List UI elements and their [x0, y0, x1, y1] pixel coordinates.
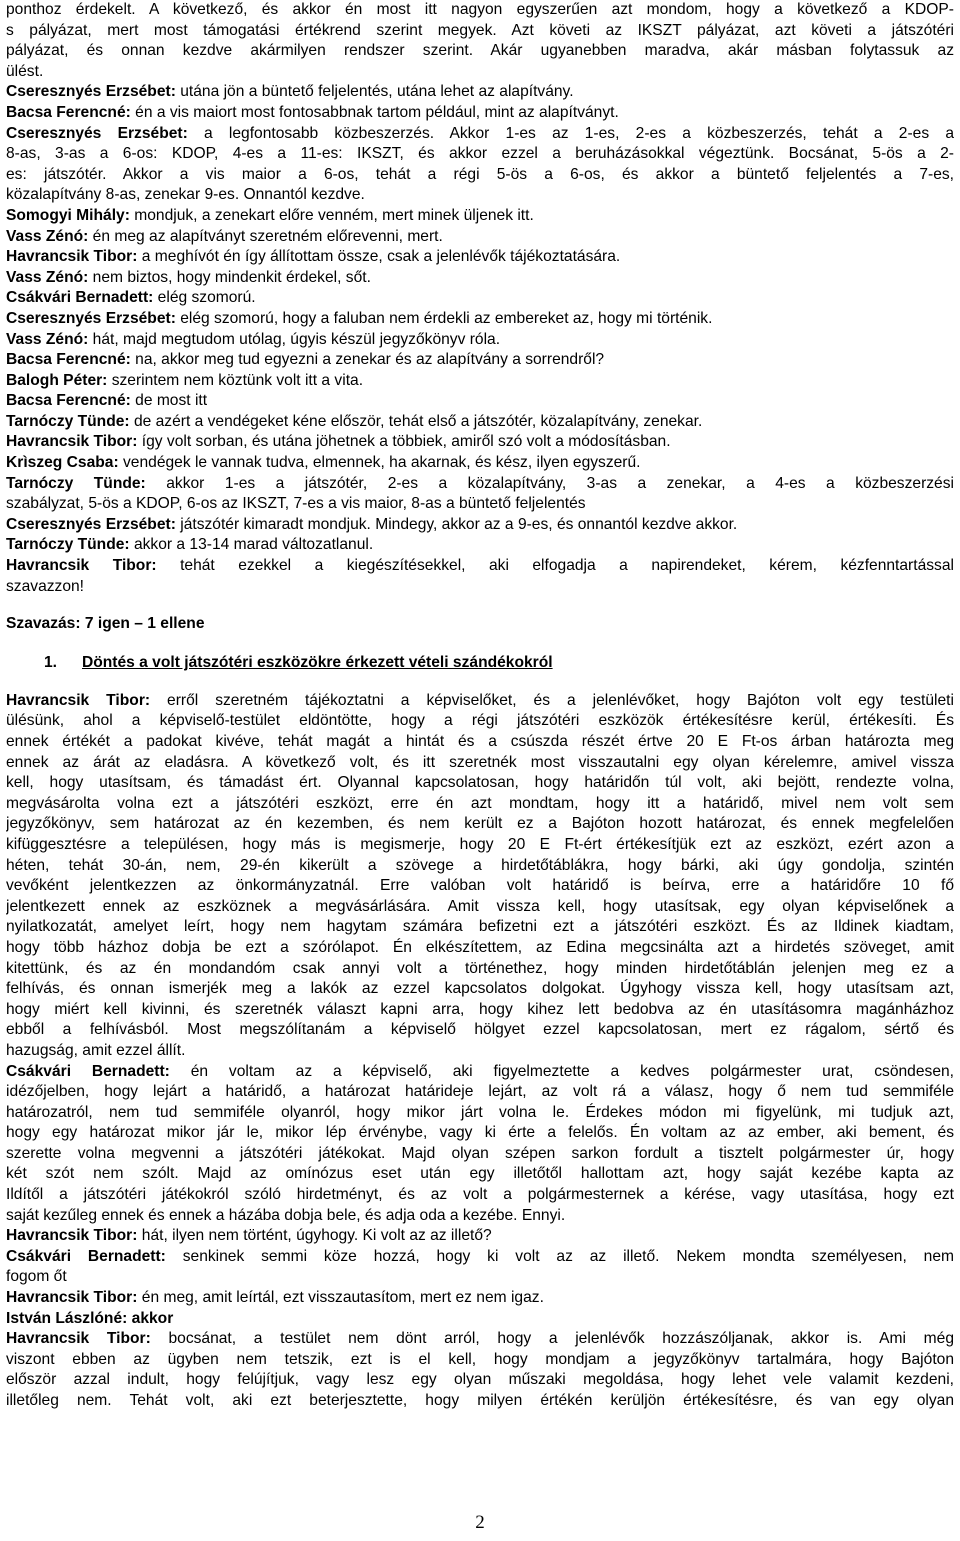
- agenda-item-number: 1.: [44, 653, 58, 671]
- line-text: nem biztos, hogy mindenkit érdekel, sőt.: [88, 268, 371, 286]
- speaker-name: Tarnóczy Tünde:: [6, 474, 146, 492]
- spacer: [6, 597, 954, 614]
- line-text: két szót nem szólt. Majd az omínózus eset után egy illetőtől hallottam azt, hogy saját kezébe kapta az: [6, 1165, 954, 1183]
- text-line: [6, 1247, 954, 1268]
- line-text: hogy miért kell kivinni, és szeretnék választ kapni arra, hogy kihez lett bedobva az én utasításomra magánházhoz: [6, 1000, 954, 1018]
- spacer: [6, 674, 954, 691]
- text-line: [6, 753, 954, 774]
- text-line: [6, 876, 954, 897]
- text-line: [6, 732, 954, 753]
- line-text: Ildítől a játszótéri játékokról szóló hirdetményt, és az volt a polgármesternek a kérése, vagy utasítása, hogy ezt: [6, 1186, 954, 1204]
- speaker-name: Bacsa Ferencné:: [6, 392, 131, 410]
- line-text: én meg, amit leírtál, ezt visszautasítom, mert ez nem igaz.: [137, 1289, 544, 1307]
- text-line: [6, 432, 954, 453]
- text-line: [6, 577, 954, 598]
- line-text: először azzal indult, hogy felújítjuk, vagy lesz egy olyan műszaki megoldása, hogy lehet vele valamit kezdeni,: [6, 1371, 954, 1389]
- text-line: [6, 494, 954, 515]
- line-text: hazugság, amit ezzel állít.: [6, 1041, 186, 1059]
- speaker-name: István Lászlóné: akkor: [6, 1309, 174, 1327]
- text-line: [6, 959, 954, 980]
- text-line: [6, 371, 954, 392]
- text-line: [6, 391, 954, 412]
- speaker-name: Havrancsik Tibor:: [6, 248, 138, 266]
- text-line: [6, 124, 954, 145]
- text-line: [6, 1062, 954, 1083]
- speaker-name: Havrancsik Tibor:: [6, 433, 138, 451]
- speaker-name: Vass Zénó:: [6, 330, 89, 348]
- speaker-name: Vass Zénó:: [6, 268, 89, 286]
- speaker-name: Cseresznyés Erzsébet:: [6, 309, 176, 327]
- text-line: [6, 1082, 954, 1103]
- text-line: [6, 1267, 954, 1288]
- text-line: [6, 412, 954, 433]
- text-line: [6, 835, 954, 856]
- line-text: szerette volna megvenni a játszótéri játékokat. Majd olyan szépen sarkon fordult a tisztelt polgármester úr, hogy: [6, 1144, 954, 1162]
- text-line: [6, 814, 954, 835]
- text-line: [6, 1350, 954, 1371]
- line-text: fogom őt: [6, 1268, 67, 1286]
- text-line: [6, 185, 954, 206]
- text-line: [6, 794, 954, 815]
- text-line: [6, 691, 954, 712]
- text-line: [6, 856, 954, 877]
- text-line: [6, 711, 954, 732]
- line-text: senkinek semmi köze hozzá, hogy ki volt az az illető. Nekem mondta személyesen, nem: [165, 1247, 954, 1265]
- speaker-name: Krìszeg Csaba:: [6, 454, 119, 472]
- line-text: ülésünk, ahol a képviselő-testület eldöntötte, hogy a régi játszótéri eszközök értékesítésre kerül, értékesíti. És: [6, 712, 954, 730]
- line-text: szavazzon!: [6, 577, 85, 595]
- speaker-name: Csákvári Bernadett:: [6, 289, 154, 307]
- text-line: [6, 1206, 954, 1227]
- line-text: utána jön a büntető feljelentés, utána lehet az alapítvány.: [175, 83, 574, 101]
- text-line: [6, 535, 954, 556]
- speaker-name: Csákvári Bernadett:: [6, 1062, 170, 1080]
- line-text: a legfontosabb közbeszerzés. Akkor 1-es az 1-es, 2-es a közbeszerzés, tehát a 2-es a: [187, 124, 954, 142]
- spacer: [6, 635, 954, 652]
- text-line: [6, 247, 954, 268]
- text-line: [6, 62, 954, 83]
- line-text: erről szeretném tájékoztatni a képviselőket, és a jelenlévőket, hogy Bajóton volt egy testületi: [150, 691, 954, 709]
- page-number: 2: [475, 1512, 485, 1533]
- text-line: [6, 979, 954, 1000]
- text-line: [6, 288, 954, 309]
- line-text: na, akkor meg tud egyezni a zenekar és az alapítvány a sorrendről?: [130, 351, 605, 369]
- text-line: [6, 938, 954, 959]
- line-text: tehát ezekkel a kiegészítésekkel, aki elfogadja a napirendeket, kérem, kézfenntartással: [156, 557, 954, 575]
- line-text: de azért a vendégeket kéne először, tehát első a játszótér, közalapítvány, zenekar.: [129, 412, 703, 430]
- minutes-text-block-1: [6, 0, 954, 597]
- line-text: hát, majd megtudom utólag, úgyis készül jegyzőkönyv róla.: [88, 330, 501, 348]
- speaker-name: Havrancsik Tibor:: [6, 1289, 138, 1307]
- line-text: vevőként jelentkezzen az önkormányzatnál. Erre valóban volt határidő is beírva, erre a határidőre 10 fő: [6, 877, 954, 895]
- text-line: [6, 1226, 954, 1247]
- line-text: es: játszótér. Akkor a vis maior a 6-os, tehát a régi 5-ös a 6-os, és akkor a büntető feljelentés a 7-es,: [6, 165, 954, 183]
- line-text: én a vis maiort most fontosabbnak tartom például, mint az alapítványt.: [130, 103, 619, 121]
- line-text: jelentkezett ennek az eszköznek a megvásárlására. Amit vissza kell, hogy utasítsak, egy olyan képviselőnek a: [6, 897, 954, 915]
- speaker-name: Cseresznyés Erzsébet:: [6, 124, 188, 142]
- speaker-name: Somogyi Mihály:: [6, 206, 130, 224]
- speaker-name: Balogh Péter:: [6, 371, 108, 389]
- line-text: mondjuk, a zenekart előre venném, mert minek üljenek itt.: [129, 206, 534, 224]
- line-text: akkor 1-es a játszótér, 2-es a közalapítvány, 3-as a zenekar, a 4-es a közbeszerzési: [145, 474, 954, 492]
- text-line: [6, 1000, 954, 1021]
- text-line: [6, 1020, 954, 1041]
- text-line: [6, 474, 954, 495]
- line-text: a meghívót én így állítottam össze, csak a jelenlévők tájékoztatására.: [137, 248, 621, 266]
- text-line: [6, 1123, 954, 1144]
- line-text: így volt sorban, és utána jöhetnek a többiek, amiről szó volt a módosításban.: [137, 433, 671, 451]
- line-text: elég szomorú.: [153, 289, 256, 307]
- line-text: illetőleg nem. Tehát volt, aki ezt beterjesztette, hogy milyen értékén kerüljön értékesítésre, és van egy olyan: [6, 1392, 954, 1409]
- speaker-name: Havrancsik Tibor:: [6, 1330, 151, 1348]
- text-line: [6, 917, 954, 938]
- speaker-name: Csákvári Bernadett:: [6, 1247, 166, 1265]
- text-line: [6, 515, 954, 536]
- speaker-name: Havrancsik Tibor:: [6, 691, 151, 709]
- line-text: saját kezűleg ennek és ennek a házába dobja bele, és adja oda a kezébe. Ennyi.: [6, 1206, 566, 1224]
- vote-result: Szavazás: 7 igen – 1 ellene: [6, 615, 205, 633]
- line-text: jegyzőkönyv, sem határozat az én kezemben, és nem került ez a Bajóton hozott határozat, és ennek megfelelően: [6, 815, 954, 833]
- line-text: akkor a 13-14 marad változatlanul.: [129, 536, 374, 554]
- text-line: [6, 144, 954, 165]
- line-text: 8-as, 3-as a 6-os: KDOP, 4-es a 11-es: IKSZT, és akkor ezzel a beruházásokkal végeztünk. Bocsánat, 5-ös a 2-: [6, 145, 954, 163]
- line-text: közalapítvány 8-as, zenekar 9-es. Onnantól kezdve.: [6, 186, 365, 204]
- line-text: határozatról, nem tud semmiféle olyanról, hogy mikor járt volna le. Érdekes módon mi figyelünk, mi tudjuk azt,: [6, 1103, 954, 1121]
- text-line: [6, 41, 954, 62]
- line-text: ponthoz érdekelt. A következő, és akkor én most itt nagyon egyszerűen azt mondom, hogy a következő a KDOP-: [6, 1, 954, 18]
- line-text: viszont ebben az ügyben nem tetszik, ezt is el kell, hogy mondjam a jegyzőkönyv tartalmára, hogy Bajóton: [6, 1350, 954, 1368]
- text-line: [6, 0, 954, 21]
- text-line: [6, 103, 954, 124]
- text-line: [6, 1164, 954, 1185]
- line-text: nyilatkozatát, amelyet leírt, hogy nem hagytam számára befizetni ezt a játszótéri eszközt. És az Ildinek kiadtam,: [6, 918, 954, 936]
- agenda-item-title: Döntés a volt játszótéri eszközökre érkezett vételi szándékokról: [82, 653, 553, 671]
- speaker-name: Havrancsik Tibor:: [6, 557, 157, 575]
- line-text: kifüggesztésre a településen, hogy más is megismerje, hogy 20 E Ft-ért értékesítjük ezt az eszközt, ezért azon a: [6, 835, 954, 853]
- line-text: héten, tehát 30-án, nem, 29-én kikerült a szövege a hirdetőtáblákra, hogy bárki, aki úgy gondolja, szintén: [6, 856, 954, 874]
- line-text: hát, ilyen nem történt, úgyhogy. Ki volt az az illető?: [137, 1227, 492, 1245]
- text-line: [6, 350, 954, 371]
- speaker-name: Cseresznyés Erzsébet:: [6, 83, 176, 101]
- line-text: kitettünk, és az én mondandóm csak annyi volt a történethez, hogy minden hirdetőtáblán jelenjen meg ez a: [6, 959, 954, 977]
- line-text: játszótér kimaradt mondjuk. Mindegy, akkor az a 9-es, és onnantól kezdve akkor.: [175, 515, 738, 533]
- text-line: [6, 1370, 954, 1391]
- text-line: [6, 268, 954, 289]
- text-line: [6, 1391, 954, 1412]
- line-text: kell, hogy utasítsam, és támadást ért. Olyannal kapcsolatosan, hogy határidőn túl volt, aki bejött, rendezte volna,: [6, 774, 954, 792]
- line-text: felhívás, és onnan ismerjék meg a lakók az ezzel kapcsolatos dolgokat. Úgyhogy vissza kell, hogy utasítsam azt,: [6, 980, 954, 998]
- agenda-item-heading: [6, 652, 954, 674]
- text-line: [6, 309, 954, 330]
- line-text: szerintem nem köztünk volt itt a vita.: [107, 371, 364, 389]
- text-line: [6, 897, 954, 918]
- line-text: de most itt: [130, 392, 208, 410]
- line-text: s pályázat, mert most támogatási értékrend szerint megyek. Azt követi az IKSZT pályázat, azt követi a játszótéri: [6, 21, 954, 39]
- speaker-name: Tarnóczy Tünde:: [6, 412, 130, 430]
- line-text: én meg az alapítványt szeretném előrevenni, mert.: [88, 227, 443, 245]
- text-line: [6, 453, 954, 474]
- line-text: ülést.: [6, 62, 44, 80]
- line-text: ennek értékét a padokat kivéve, tehát magát a hintát és a csúszda részét értve 20 E Ft-os árban határozta meg: [6, 733, 954, 750]
- text-line: [6, 330, 954, 351]
- line-text: ennek az árát az eladásra. A következő volt, és itt szeretnék most visszautalni egy olyan kérelemre, amivel vissza: [6, 753, 954, 771]
- speaker-name: Bacsa Ferencné:: [6, 351, 131, 369]
- line-text: én voltam az a képviselő, aki figyelmeztette a kedves polgármester urat, csöndesen,: [169, 1062, 954, 1080]
- speaker-name: Havrancsik Tibor:: [6, 1227, 138, 1245]
- text-line: [6, 556, 954, 577]
- text-line: [6, 227, 954, 248]
- text-line: [6, 1103, 954, 1124]
- text-line: [6, 1185, 954, 1206]
- line-text: megvásárolta volna ezt a játszótéri eszközt, erre én azt mondtam, hogy itt a határidő, mivel nem volt sem: [6, 794, 954, 812]
- text-line: [6, 1329, 954, 1350]
- line-text: idézőjelben, hogy lejárt a határidő, a határozat határideje lejárt, az volt rá a válasz, hogy ő nem tud semmiféle: [6, 1083, 954, 1101]
- text-line: [6, 1041, 954, 1062]
- speaker-name: Tarnóczy Tünde:: [6, 536, 130, 554]
- text-line: [6, 1309, 954, 1330]
- line-text: szabályzat, 5-ös a KDOP, 6-os az IKSZT, 7-es a vis maior, 8-as a büntető feljelentés: [6, 495, 586, 513]
- speaker-name: Cseresznyés Erzsébet:: [6, 515, 176, 533]
- text-line: [6, 1144, 954, 1165]
- speaker-name: Vass Zénó:: [6, 227, 89, 245]
- line-text: bocsánat, a testület nem dönt arról, hogy a jelenlévők hozzászóljanak, akkor is. Ami még: [150, 1330, 954, 1348]
- line-text: elég szomorú, hogy a faluban nem érdekli az embereket az, hogy mi történik.: [175, 309, 713, 327]
- text-line: [6, 773, 954, 794]
- line-text: vendégek le vannak tudva, elmennek, ha akarnak, és kész, ilyen egyszerű.: [118, 454, 641, 472]
- line-text: hogy több házhoz dobja be ezt a szórólapot. Én elkészítettem, az Edina megcsinálta azt a hirdetés szöveget, amit: [6, 938, 954, 956]
- minutes-text-block-2: [6, 691, 954, 1412]
- line-text: ebből a felhívásból. Most megszólítanám a képviselő hölgyet ezzel kapcsolatosan, mert ez rágalom, sértő és: [6, 1021, 954, 1039]
- text-line: [6, 82, 954, 103]
- text-line: [6, 206, 954, 227]
- text-line: [6, 21, 954, 42]
- speaker-name: Bacsa Ferencné:: [6, 103, 131, 121]
- text-line: [6, 1288, 954, 1309]
- line-text: hogy egy határozat mikor jár le, mikor lép érvénybe, vagy ki érte a felelős. Én voltam az az ember, aki bement, és: [6, 1124, 954, 1142]
- text-line: [6, 165, 954, 186]
- line-text: pályázat, és onnan kezdve akármilyen rendszer szerint. Akár ugyanebben maradva, akár másban folytassuk az: [6, 42, 954, 60]
